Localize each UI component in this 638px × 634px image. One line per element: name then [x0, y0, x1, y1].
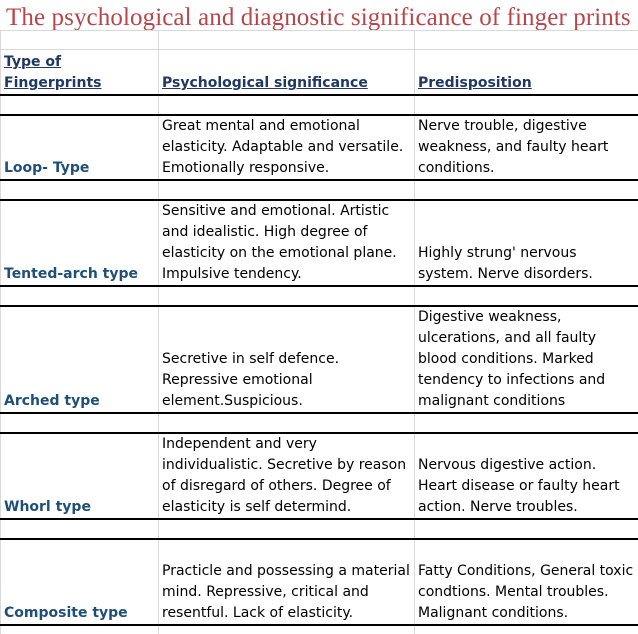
psychological-cell: Independent and very individualistic. Secretive by reason of disregard of others. Degree of elasticity is self determind. — [159, 433, 415, 519]
predisposition-cell: Nerve trouble, digestive weakness, and faulty heart conditions. — [415, 115, 638, 180]
fingerprint-type: Composite type — [1, 539, 159, 625]
predisposition-cell: Digestive weakness, ulcerations, and all faulty blood conditions. Marked tendency to infections and malignant conditions — [415, 306, 638, 413]
fingerprint-type: Arched type — [1, 306, 159, 413]
fingerprint-type: Loop- Type — [1, 115, 159, 180]
table-row — [1, 200, 638, 286]
spacer-row — [1, 180, 638, 200]
header-predisposition: Predisposition — [415, 50, 638, 96]
psychological-cell: Practicle and possessing a material mind. Repressive, critical and resentful. Lack of elasticity. — [159, 539, 415, 625]
table-row — [1, 539, 638, 625]
table-row — [1, 433, 638, 519]
table-row — [1, 306, 638, 413]
psychological-cell: Sensitive and emotional. Artistic and idealistic. High degree of elasticity on the emotional plane. Impulsive tendency. — [159, 200, 415, 286]
tail-row — [1, 625, 638, 634]
header-psychological: Psychological significance — [159, 50, 415, 96]
fingerprint-table — [0, 30, 638, 634]
predisposition-cell: Highly strung' nervous system. Nerve disorders. — [415, 200, 638, 286]
header-row — [1, 50, 638, 96]
spacer-row — [1, 95, 638, 115]
predisposition-cell: Fatty Conditions, General toxic condtions. Mental troubles. Malignant conditions. — [415, 539, 638, 625]
psychological-cell: Great mental and emotional elasticity. Adaptable and versatile. Emotionally responsive. — [159, 115, 415, 180]
psychological-cell: Secretive in self defence. Repressive emotional element.Suspicious. — [159, 306, 415, 413]
fingerprint-type: Tented-arch type — [1, 200, 159, 286]
header-type: Type of Fingerprints — [1, 50, 159, 96]
spacer-row — [1, 519, 638, 539]
spacer-row — [1, 413, 638, 433]
fingerprint-type: Whorl type — [1, 433, 159, 519]
page-title: The psychological and diagnostic significance of finger prints — [6, 4, 638, 32]
table-row — [1, 115, 638, 180]
predisposition-cell: Nervous digestive action. Heart disease or faulty heart action. Nerve troubles. — [415, 433, 638, 519]
blank-row — [1, 31, 638, 50]
spacer-row — [1, 286, 638, 306]
